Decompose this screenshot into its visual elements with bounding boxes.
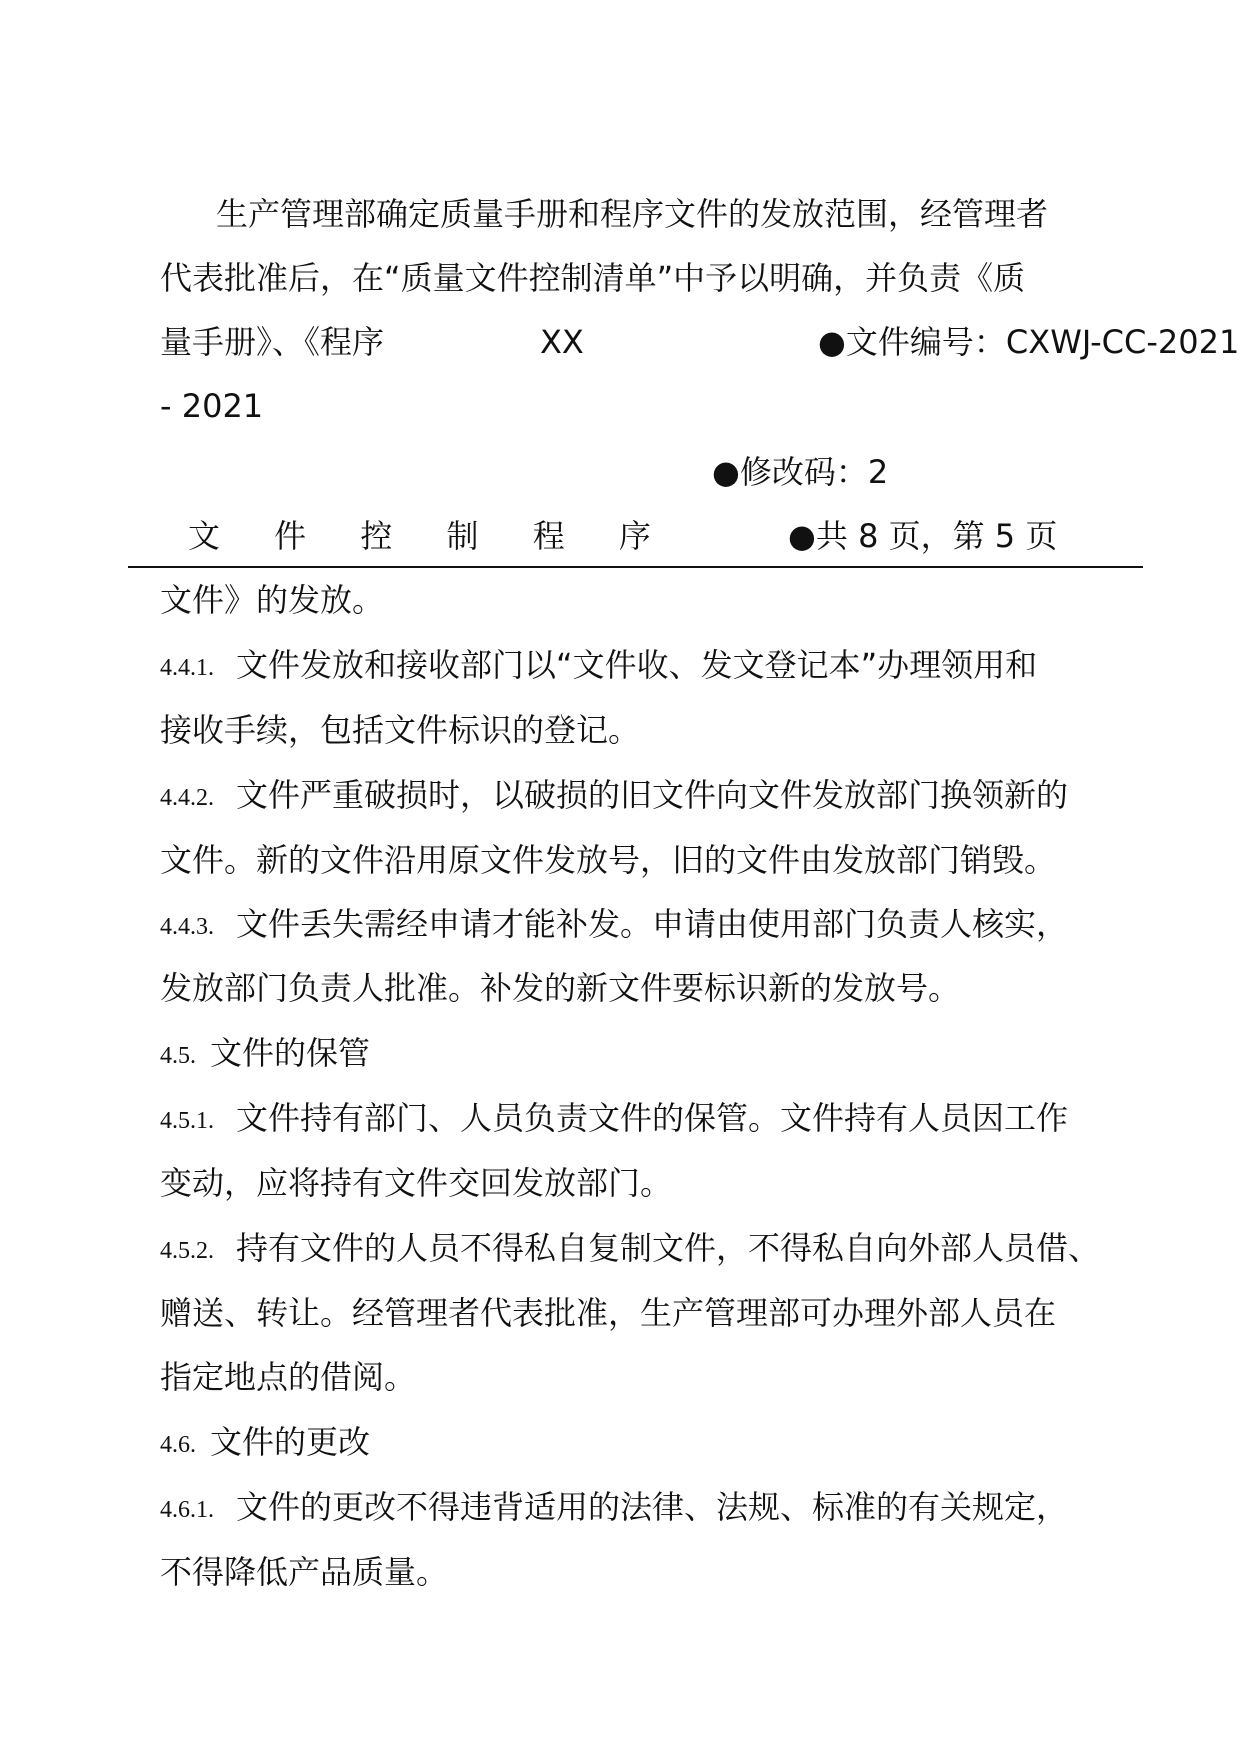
document-number: ●文件编号：CXWJ-CC-2021 [818,323,1240,361]
section-4-4-2-line-2: 文件。新的文件沿用原文件发放号，旧的文件由发放部门销毁。 [160,841,1057,879]
section-text: 文件持有部门、人员负责文件的保管。文件持有人员因工作 [236,1099,1069,1137]
section-text: 文件的更改不得违背适用的法律、法规、标准的有关规定， [236,1488,1069,1526]
section-4-5-1-line-2: 变动，应将持有文件交回发放部门。 [160,1164,673,1202]
section-text: 持有文件的人员不得私自复制文件，不得私自向外部人员借、 [236,1229,1101,1267]
section-4-5-2-line-3: 指定地点的借阅。 [160,1358,417,1396]
section-4-6-heading [160,1422,370,1466]
section-4-4-3 [160,904,1068,948]
header-divider [128,566,1143,568]
intro-line-2: 代表批准后，在“质量文件控制清单”中予以明确，并负责《质 [160,259,1026,297]
company-name: XX [540,323,584,361]
page-info: ●共 8 页，第 5 页 [788,517,1058,555]
revision-code: ●修改码：2 [712,453,889,491]
section-4-5-heading [160,1033,370,1077]
document-title: 文 件 控 制 程 序 [188,517,673,555]
section-text: 文件发放和接收部门以“文件收、发文登记本”办理领用和 [236,646,1038,684]
section-4-4-3-line-2: 发放部门负责人批准。补发的新文件要标识新的发放号。 [160,969,961,1007]
section-number: 4.6.1. [160,1497,214,1523]
section-text: 文件严重破损时，以破损的旧文件向文件发放部门换领新的 [236,776,1069,814]
section-heading: 文件的更改 [210,1423,371,1461]
section-4-5-2 [160,1228,1100,1272]
section-4-4-2 [160,775,1068,819]
section-number: 4.5.1. [160,1108,214,1134]
section-4-4-1-line-2: 接收手续，包括文件标识的登记。 [160,711,641,749]
document-year: - 2021 [160,387,264,425]
section-number: 4.5.2. [160,1238,214,1264]
intro-line-3: 量手册》、《程序 [160,323,385,361]
section-number: 4.4.3. [160,914,214,940]
section-number: 4.4.1. [160,655,214,681]
section-text: 文件丢失需经申请才能补发。申请由使用部门负责人核实， [236,905,1069,943]
continuation-text: 文件》的发放。 [160,581,385,619]
section-number: 4.5. [160,1043,196,1069]
section-heading: 文件的保管 [210,1034,371,1072]
section-4-4-1 [160,645,1037,689]
intro-line-1: 生产管理部确定质量手册和程序文件的发放范围，经管理者 [216,195,1049,233]
section-4-6-1 [160,1487,1068,1531]
section-number: 4.4.2. [160,785,214,811]
section-4-6-1-line-2: 不得降低产品质量。 [160,1553,449,1591]
section-4-5-2-line-2: 赠送、转让。经管理者代表批准，生产管理部可办理外部人员在 [160,1294,1057,1332]
section-4-5-1 [160,1098,1068,1142]
section-number: 4.6. [160,1432,196,1458]
